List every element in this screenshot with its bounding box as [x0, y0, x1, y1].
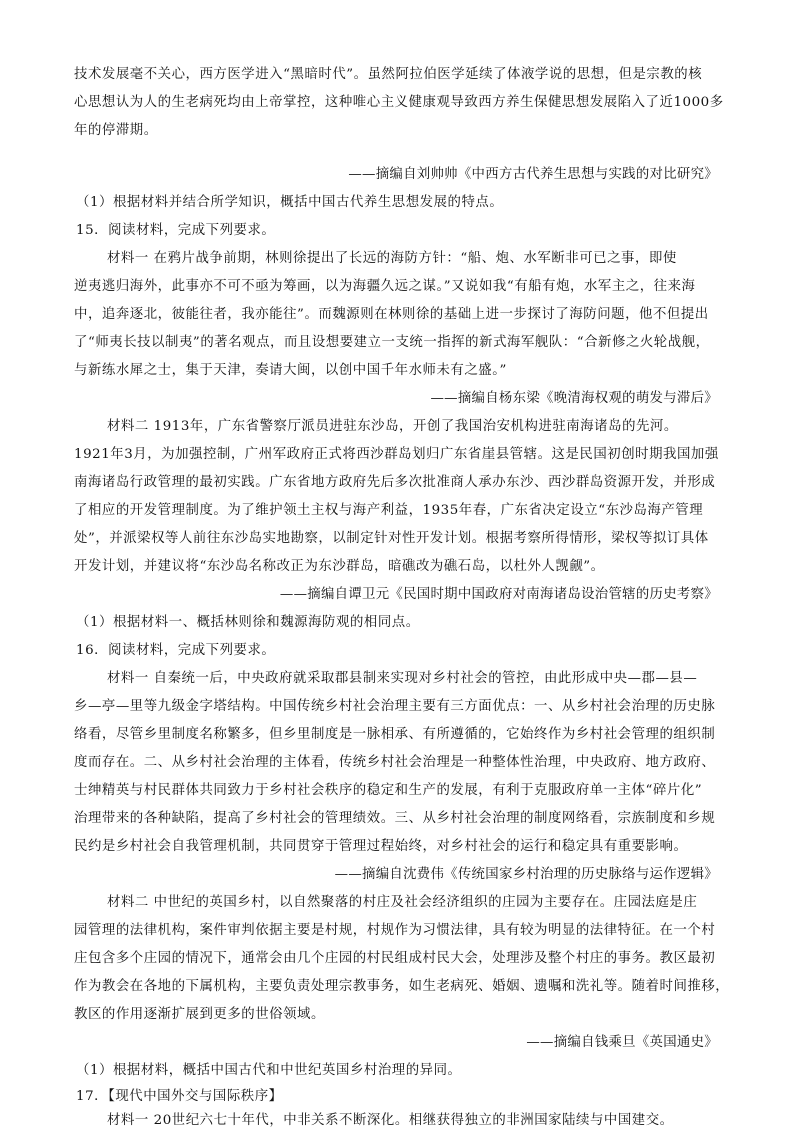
material-text-line: 逆夷逃归海外，此事亦不可不亟为筹画，以为海疆久远之谋。”又说如我“有船有炮，水军主之，往来海	[74, 279, 696, 294]
material-text-line: 技术发展毫不关心，西方医学进入“黑暗时代”。虽然阿拉伯医学延续了体液学说的思想，但是宗教的核	[74, 67, 703, 82]
question-item: （1）根据材料并结合所学知识，概括中国古代养生思想发展的特点。	[76, 195, 504, 210]
material-text-line: 了“师夷长技以制夷”的著名观点，而且设想要建立一支统一指挥的新式海军舰队：“合新修之火轮战舰，	[74, 335, 710, 350]
material-text-line: 了相应的开发管理制度。为了维护领土主权与海产利益，1935年春，广东省决定设立“东沙岛海产管理	[74, 503, 704, 518]
material-text-line: 材料一 自秦统一后，中央政府就采取郡县制来实现对乡村社会的管控，由此形成中央—郡—县—	[107, 671, 698, 686]
question-item: （1）根据材料，概括中国古代和中世纪英国乡村治理的异同。	[76, 1063, 462, 1078]
material-text-line: 材料二 1913年，广东省警察厅派员进驻东沙岛，开创了我国治安机构进驻南海诸岛的先河。	[107, 419, 678, 434]
material-text-line: 材料一 在鸦片战争前期，林则徐提出了长远的海防方针：“船、炮、水军断非可已之事，即使	[107, 251, 677, 266]
material-text-line: 作为教会在各地的下属机构，主要负责处理宗教事务，如生老病死、婚姻、遗嘱和洗礼等。随着时间推移，	[74, 979, 730, 994]
question-heading: 16．阅读材料，完成下列要求。	[76, 643, 276, 658]
material-text-line: 度而存在。二、从乡村社会治理的主体看，传统乡村社会治理是一种整体性治理，中央政府、地方政府、	[74, 755, 716, 770]
material-text-line: 乡—亭—里等九级金字塔结构。中国传统乡村社会治理主要有三方面优点：一、从乡村社会治理的历史脉	[74, 699, 716, 714]
material-text-line: 材料二 中世纪的英国乡村，以自然聚落的村庄及社会经济组织的庄园为主要存在。庄园法庭是庄	[107, 895, 698, 910]
source-citation: ——摘编自钱乘旦《英国通史》	[526, 1035, 718, 1050]
question-heading: 15．阅读材料，完成下列要求。	[76, 223, 276, 238]
source-citation: ——摘编自谭卫元《民国时期中国政府对南海诸岛设治管辖的历史考察》	[279, 587, 718, 602]
source-citation: ——摘编自刘帅帅《中西方古代养生思想与实践的对比研究》	[348, 167, 718, 182]
material-text-line: 庄包含多个庄园的情况下，通常会由几个庄园的村民组成村民大会，处理涉及整个村庄的事务。教区最初	[74, 951, 716, 966]
material-text-line: 与新练水犀之士，集于天津，奏请大闽，以创中国千年水师未有之盛。”	[74, 363, 507, 378]
material-text-line: 园管理的法律机构，案件审判依据主要是村规，村规作为习惯法律，具有较为明显的法律特征。在一个村	[74, 923, 716, 938]
source-citation: ——摘编自杨东梁《晚清海权观的萌发与滞后》	[430, 391, 718, 406]
material-text-line: 开发计划，并建议将“东沙岛名称改正为东沙群岛，暗礁改为礁石岛，以杜外人觊觎”。	[74, 559, 605, 574]
source-citation: ——摘编自沈费伟《传统国家乡村治理的历史脉络与运作逻辑》	[334, 867, 718, 882]
material-text-line: 处”，并派梁权等人前往东沙岛实地勘察，以制定针对性开发计划。根据考察所得情形，梁权等拟订具体	[74, 531, 709, 546]
question-item: （1）根据材料一、概括林则徐和魏源海防观的相同点。	[76, 615, 420, 630]
material-text-line: 络看，尽管乡里制度名称繁多，但乡里制度是一脉相承、有所遵循的，它始终作为乡村社会管理的组织制	[74, 727, 716, 742]
question-heading: 17．【现代中国外交与国际秩序】	[76, 1089, 283, 1104]
material-text-line: 南海诸岛行政管理的最初实践。广东省地方政府先后多次批准商人承办东沙、西沙群岛资源开发，并形成	[74, 475, 716, 490]
material-text-line: 1921年3月，为加强控制，广州军政府正式将西沙群岛划归广东省崖县管辖。这是民国初创时期我国加强	[74, 447, 719, 462]
material-text-line: 中，追奔逐北，彼能往者，我亦能往”。而魏源则在林则徐的基础上进一步探讨了海防问题，他不但提出	[74, 307, 709, 322]
material-text-line: 民约是乡村社会自我管理机制，共同贯穿于管理过程始终，对乡村社会的运行和稳定具有重要影响。	[74, 839, 688, 854]
material-text-line: 士绅精英与村民群体共同致力于乡村社会秩序的稳定和生产的发展，有利于克服政府单一主体“碎片化”	[74, 783, 703, 798]
material-text-line: 心思想认为人的生老病死均由上帝掌控，这种唯心主义健康观导致西方养生保健思想发展陷入了近1000多	[74, 95, 724, 110]
material-text-line: 治理带来的各种缺陷，提高了乡村社会的管理绩效。三、从乡村社会治理的制度网络看，宗族制度和乡规	[74, 811, 716, 826]
material-text-line: 年的停滞期。	[74, 123, 158, 138]
material-text-line: 教区的作用逐渐扩展到更多的世俗领域。	[74, 1007, 325, 1022]
material-text-line: 材料一 20世纪六七十年代，中非关系不断深化。相继获得独立的非洲国家陆续与中国建交。	[107, 1113, 674, 1128]
